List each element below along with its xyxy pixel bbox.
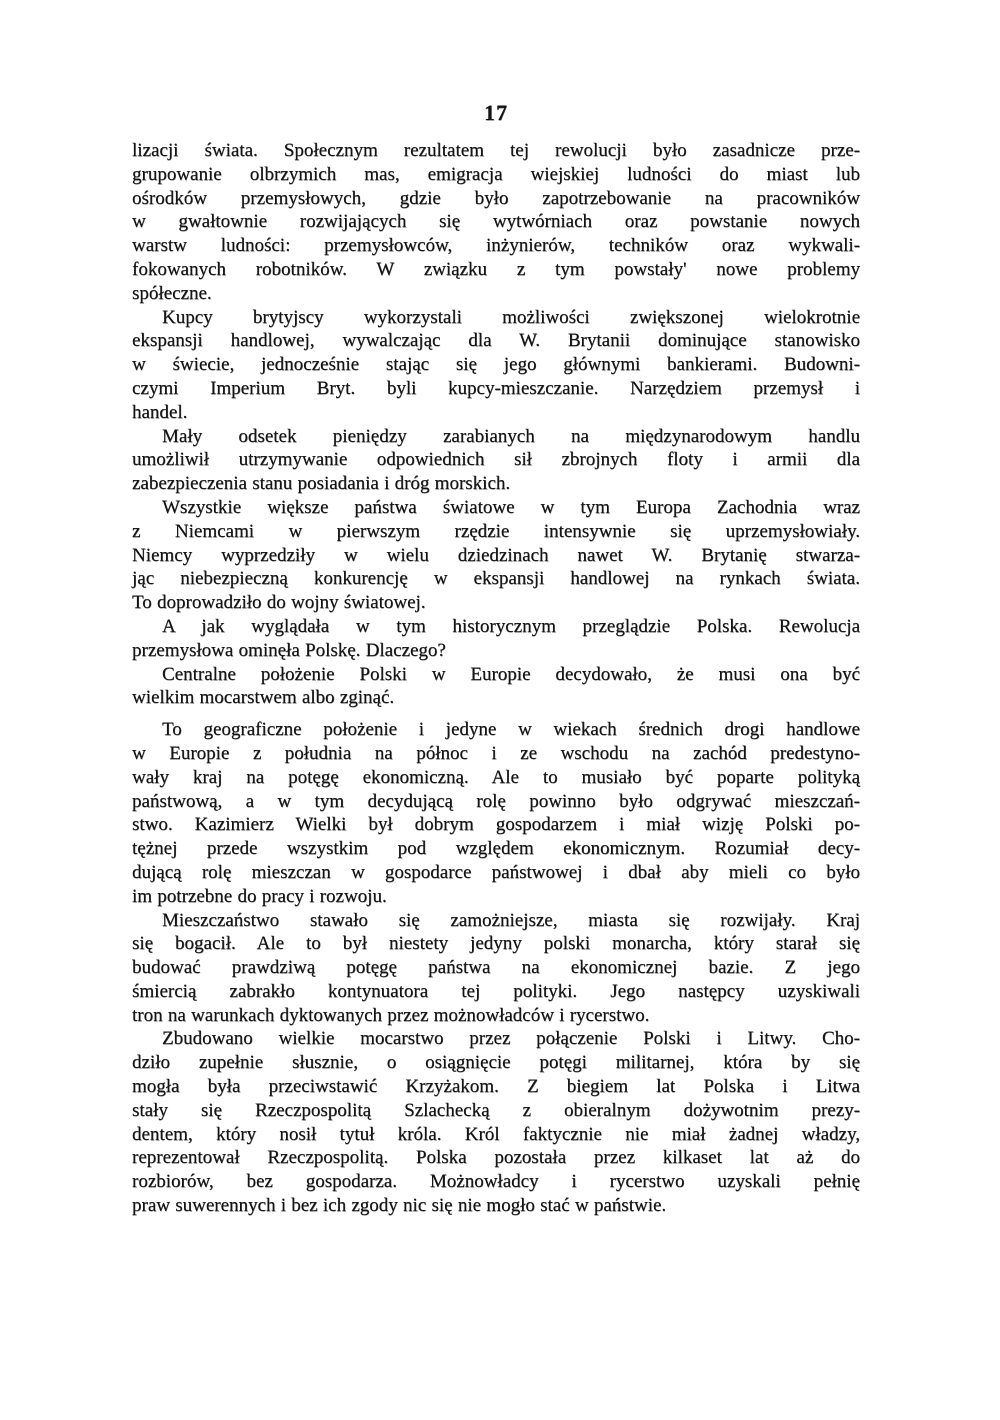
text-line: reprezentował Rzeczpospolitą. Polska pozostała przez kilkaset lat aż do <box>132 1147 860 1169</box>
paragraph <box>132 425 860 496</box>
text-line: państwową, a w tym decydującą rolę powinno było odgrywać mieszczań- <box>132 790 860 812</box>
text-line: budować prawdziwą potęgę państwa na ekonomicznej bazie. Z jego <box>132 957 860 979</box>
text-line: śmiercią zabrakło kontynuatora tej polityki. Jego następcy uzyskiwali <box>132 980 860 1002</box>
text-line: mogła była przeciwstawić Krzyżakom. Z biegiem lat Polska i Litwa <box>132 1076 860 1098</box>
text-line: To geograficzne położenie i jedyne w wiekach średnich drogi handlowe <box>162 719 860 741</box>
text-line: umożliwił utrzymywanie odpowiednich sił zbrojnych floty i armii dla <box>132 449 860 471</box>
text-line: A jak wyglądała w tym historycznym przeglądzie Polska. Rewolucja <box>162 615 860 637</box>
text-line: wały kraj na potęgę ekonomiczną. Ale to musiało być poparte polityką <box>132 766 860 788</box>
text-line: Zbudowano wielkie mocarstwo przez połączenie Polski i Litwy. Cho- <box>162 1028 860 1050</box>
text-line: czymi Imperium Bryt. byli kupcy-mieszczanie. Narzędziem przemysł i <box>132 377 860 399</box>
text-line: dującą rolę mieszczan w gospodarce państwowej i dbał aby mieli co było <box>132 861 860 883</box>
text-line: handel. <box>132 401 188 423</box>
text-line: ekspansji handlowej, wywalczając dla W. Brytanii dominujące stanowisko <box>132 330 860 352</box>
body-text <box>132 139 860 1218</box>
text-line: jąc niebezpieczną konkurencję w ekspansji handlowej na rynkach świata. <box>132 568 860 590</box>
text-line: stały się Rzeczpospolitą Szlachecką z obieralnym dożywotnim prezy- <box>132 1099 860 1121</box>
text-line: zabezpieczenia stanu posiadania i dróg morskich. <box>132 473 511 495</box>
paragraph <box>132 139 860 306</box>
text-line: w Europie z południa na północ i ze wschodu na zachód predestyno- <box>132 742 860 764</box>
text-line: dziło zupełnie słusznie, o osiągnięcie potęgi militarnej, która by się <box>132 1052 860 1074</box>
text-line: spółeczne. <box>132 282 212 304</box>
paragraph <box>132 306 860 425</box>
text-line: z Niemcami w pierwszym rzędzie intensywnie się uprzemysłowiały. <box>132 520 860 542</box>
paragraph <box>132 496 860 615</box>
text-line: rozbiorów, bez gospodarza. Możnowładcy i rycerstwo uzyskali pełnię <box>132 1171 860 1193</box>
text-line: To doprowadziło do wojny światowej. <box>132 592 426 614</box>
text-line: Mały odsetek pieniędzy zarabianych na międzynarodowym handlu <box>162 425 860 447</box>
text-line: Niemcy wyprzedziły w wielu dziedzinach nawet W. Brytanię stwarza- <box>132 544 860 566</box>
paragraph <box>132 1027 860 1217</box>
paragraph <box>132 663 860 711</box>
text-line: Wszystkie większe państwa światowe w tym Europa Zachodnia wraz <box>162 496 860 518</box>
text-line: Centralne położenie Polski w Europie decydowało, że musi ona być <box>162 663 860 685</box>
paragraph <box>132 909 860 1028</box>
paragraph <box>132 718 860 908</box>
text-line: w świecie, jednocześnie stając się jego głównymi bankierami. Budowni- <box>132 354 860 376</box>
text-line: tron na warunkach dyktowanych przez możnowładców i rycerstwo. <box>132 1004 650 1026</box>
text-line: w gwałtownie rozwijających się wytwórniach oraz powstanie nowych <box>132 211 860 233</box>
text-line: stwo. Kazimierz Wielki był dobrym gospodarzem i miał wizję Polski po- <box>132 814 860 836</box>
text-line: Kupcy brytyjscy wykorzystali możliwości zwiększonej wielokrotnie <box>162 306 860 328</box>
paragraph <box>132 615 860 663</box>
text-line: Mieszczaństwo stawało się zamożniejsze, miasta się rozwijały. Kraj <box>162 909 860 931</box>
text-line: grupowanie olbrzymich mas, emigracja wiejskiej ludności do miast lub <box>132 163 860 185</box>
text-line: praw suwerennych i bez ich zgody nic się nie mogło stać w państwie. <box>132 1195 667 1217</box>
text-line: warstw ludności: przemysłowców, inżynierów, techników oraz wykwali- <box>132 235 860 257</box>
text-line: przemysłowa ominęła Polskę. Dlaczego? <box>132 639 446 661</box>
text-line: się bogacił. Ale to był niestety jedyny polski monarcha, który starał się <box>132 933 860 955</box>
text-line: lizacji świata. Społecznym rezultatem tej rewolucji było zasadnicze prze- <box>132 140 860 161</box>
text-line: fokowanych robotników. W związku z tym powstały' nowe problemy <box>132 258 860 280</box>
text-line: tężnej przede wszystkim pod względem ekonomicznym. Rozumiał decy- <box>132 838 860 860</box>
text-line: wielkim mocarstwem albo zginąć. <box>132 687 395 709</box>
text-line: im potrzebne do pracy i rozwoju. <box>132 885 387 907</box>
text-line: ośrodków przemysłowych, gdzie było zapotrzebowanie na pracowników <box>132 187 860 209</box>
page-number: 17 <box>484 100 508 125</box>
text-line: dentem, który nosił tytuł króla. Król faktycznie nie miał żadnej władzy, <box>132 1123 860 1145</box>
